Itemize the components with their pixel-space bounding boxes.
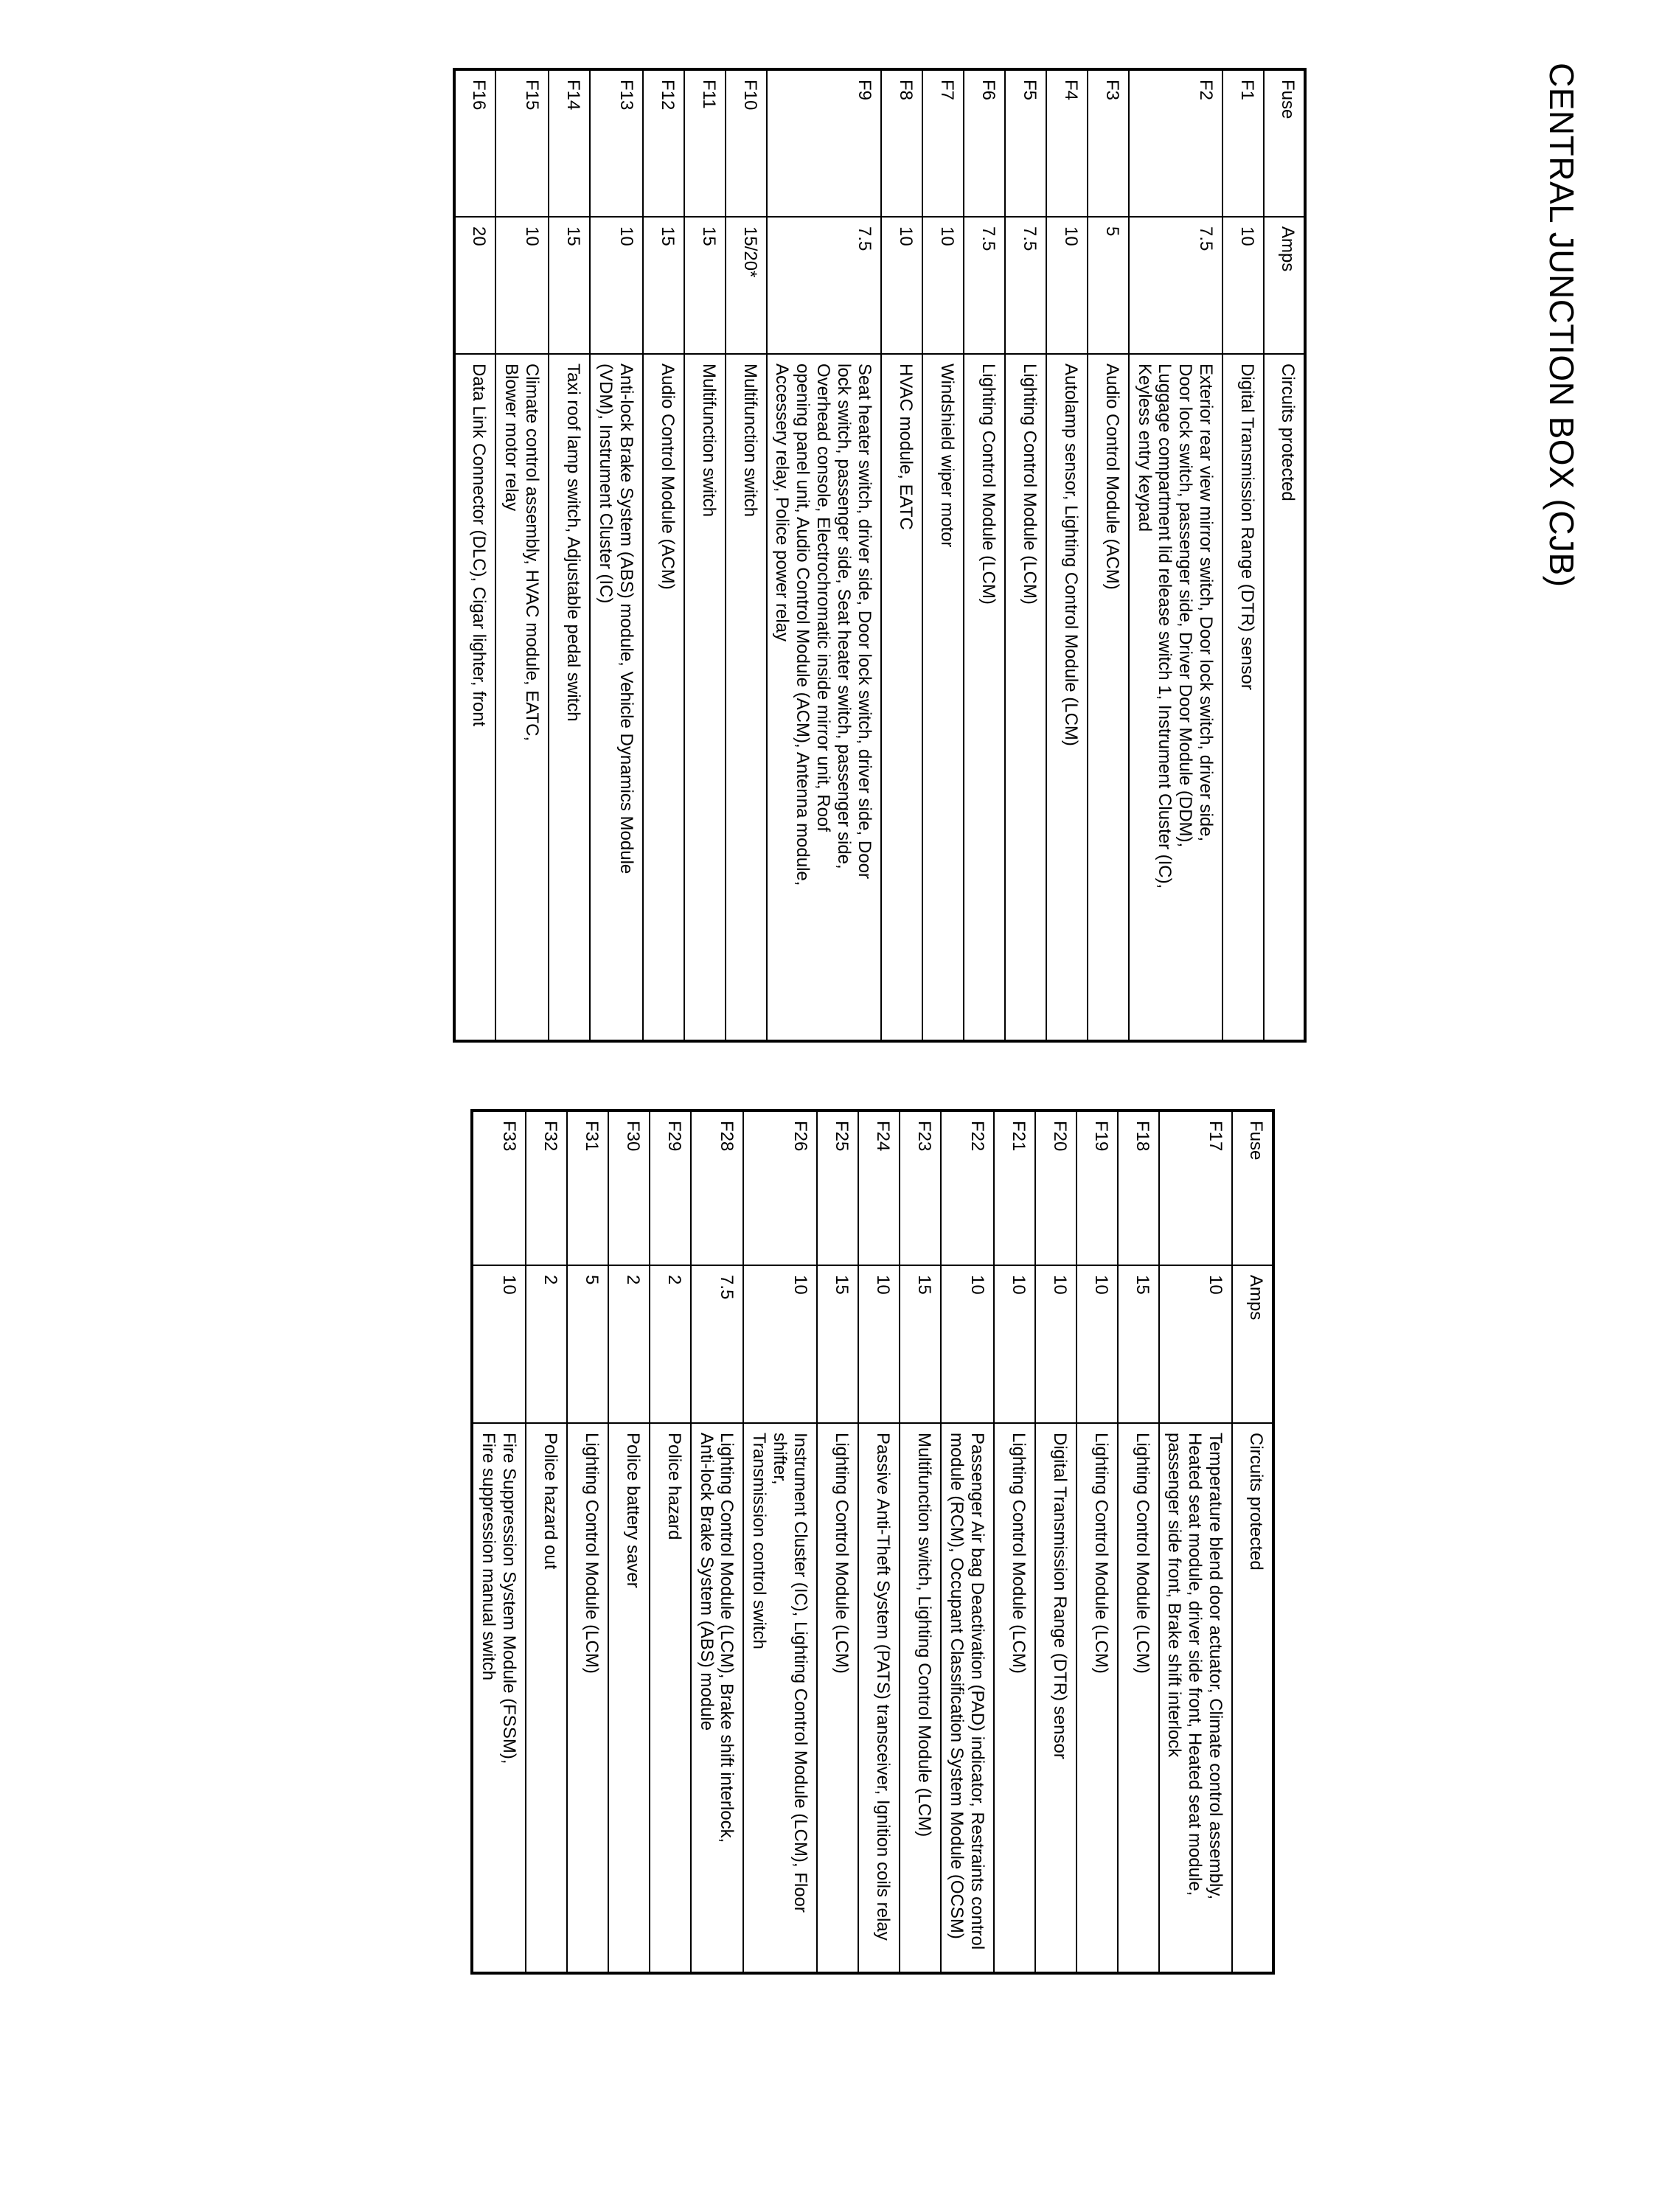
circuits-cell: Multifunction switch, Lighting Control Module (LCM)	[900, 1423, 941, 1973]
table-row	[691, 1110, 744, 1973]
amps-cell: 10	[881, 217, 922, 354]
amps-cell: 15	[1118, 1265, 1159, 1423]
table-row	[608, 1110, 650, 1973]
circuits-cell: Lighting Control Module (LCM)	[994, 1423, 1035, 1973]
circuits-cell: HVAC module, EATC	[881, 354, 922, 1041]
fuse-cell: F7	[922, 69, 964, 217]
amps-cell: 10	[1159, 1265, 1232, 1423]
circuits-cell: Fire Suppression System Module (FSSM), Fire suppression manual switch	[472, 1423, 526, 1973]
fuse-cell: F17	[1159, 1110, 1232, 1265]
fuse-cell: F28	[691, 1110, 744, 1265]
circuits-cell: Digital Transmission Range (DTR) sensor	[1222, 354, 1264, 1041]
table-row	[1005, 69, 1046, 1041]
circuits-cell: Lighting Control Module (LCM)	[1077, 1423, 1118, 1973]
circuits-cell: Lighting Control Module (LCM)	[1005, 354, 1046, 1041]
amps-cell: 7.5	[1005, 217, 1046, 354]
fuse-cell: F1	[1222, 69, 1264, 217]
amps-cell: 2	[526, 1265, 567, 1423]
amps-cell: 5	[1088, 217, 1129, 354]
fuse-cell: F15	[495, 69, 549, 217]
table-row	[472, 1110, 526, 1973]
header-circuits: Circuits protected	[1264, 354, 1305, 1041]
fuse-cell: F32	[526, 1110, 567, 1265]
amps-cell: 10	[472, 1265, 526, 1423]
amps-cell: 15	[900, 1265, 941, 1423]
table-row	[881, 69, 922, 1041]
circuits-cell: Instrument Cluster (IC), Lighting Control Module (LCM), Floor shifter, Transmission control switch	[743, 1423, 816, 1973]
fuse-cell: F13	[590, 69, 643, 217]
amps-cell: 2	[608, 1265, 650, 1423]
circuits-cell: Data Link Connector (DLC), Cigar lighter, front	[454, 354, 495, 1041]
table-row	[684, 69, 726, 1041]
table-row	[1159, 1110, 1232, 1973]
amps-cell: 15	[643, 217, 684, 354]
amps-cell: 5	[567, 1265, 608, 1423]
circuits-cell: Digital Transmission Range (DTR) sensor	[1035, 1423, 1077, 1973]
fuse-cell: F5	[1005, 69, 1046, 217]
circuits-cell: Anti-lock Brake System (ABS) module, Vehicle Dynamics Module (VDM), Instrument Cluster (IC)	[590, 354, 643, 1041]
amps-cell: 10	[1077, 1265, 1118, 1423]
amps-cell: 20	[454, 217, 495, 354]
fuse-cell: F33	[472, 1110, 526, 1265]
table-row	[858, 1110, 900, 1973]
amps-cell: 10	[1035, 1265, 1077, 1423]
circuits-cell: Temperature blend door actuator, Climate control assembly, Heated seat module, driver side front, Heated seat module, passenger side front, Brake shift interlock	[1159, 1423, 1232, 1973]
fuse-cell: F11	[684, 69, 726, 217]
fuse-cell: F23	[900, 1110, 941, 1265]
table-row	[590, 69, 643, 1041]
fuse-cell: F4	[1046, 69, 1088, 217]
table-row	[1077, 1110, 1118, 1973]
circuits-cell: Lighting Control Module (LCM)	[817, 1423, 858, 1973]
amps-cell: 10	[1046, 217, 1088, 354]
table-row	[900, 1110, 941, 1973]
fuse-cell: F14	[549, 69, 590, 217]
fuse-cell: F19	[1077, 1110, 1118, 1265]
circuits-cell: Police battery saver	[608, 1423, 650, 1973]
table-row	[922, 69, 964, 1041]
amps-cell: 7.5	[1129, 217, 1222, 354]
header-amps: Amps	[1264, 217, 1305, 354]
circuits-cell: Multifunction switch	[684, 354, 726, 1041]
fuse-cell: F30	[608, 1110, 650, 1265]
page-title: CENTRAL JUNCTION BOX (CJB)	[1543, 63, 1581, 588]
circuits-cell: Lighting Control Module (LCM)	[567, 1423, 608, 1973]
circuits-cell: Autolamp sensor, Lighting Control Module (LCM)	[1046, 354, 1088, 1041]
amps-cell: 10	[858, 1265, 900, 1423]
table-row	[495, 69, 549, 1041]
circuits-cell: Audio Control Module (ACM)	[643, 354, 684, 1041]
table-header-row	[1232, 1110, 1273, 1973]
table-row	[941, 1110, 994, 1973]
table-row	[454, 69, 495, 1041]
fuse-cell: F8	[881, 69, 922, 217]
header-fuse: Fuse	[1264, 69, 1305, 217]
header-amps: Amps	[1232, 1265, 1273, 1423]
amps-cell: 10	[743, 1265, 816, 1423]
fuse-cell: F31	[567, 1110, 608, 1265]
fuse-cell: F20	[1035, 1110, 1077, 1265]
amps-cell: 10	[590, 217, 643, 354]
circuits-cell: Taxi roof lamp switch, Adjustable pedal switch	[549, 354, 590, 1041]
table-row	[1222, 69, 1264, 1041]
fuse-cell: F9	[767, 69, 881, 217]
header-circuits: Circuits protected	[1232, 1423, 1273, 1973]
fuse-cell: F2	[1129, 69, 1222, 217]
circuits-cell: Lighting Control Module (LCM), Brake shift interlock, Anti-lock Brake System (ABS) module	[691, 1423, 744, 1973]
circuits-cell: Lighting Control Module (LCM)	[1118, 1423, 1159, 1973]
amps-cell: 2	[650, 1265, 691, 1423]
table-row	[643, 69, 684, 1041]
circuits-cell: Multifunction switch	[726, 354, 767, 1041]
circuits-cell: Police hazard out	[526, 1423, 567, 1973]
amps-cell: 15	[684, 217, 726, 354]
amps-cell: 10	[941, 1265, 994, 1423]
circuits-cell: Passenger Air bag Deactivation (PAD) indicator, Restraints control module (RCM), Occupant Classification System Module (OCSM)	[941, 1423, 994, 1973]
circuits-cell: Passive Anti-Theft System (PATS) transceiver, Ignition coils relay	[858, 1423, 900, 1973]
amps-cell: 15/20*	[726, 217, 767, 354]
fuse-table-left	[453, 68, 1307, 1043]
table-row	[726, 69, 767, 1041]
circuits-cell: Lighting Control Module (LCM)	[964, 354, 1005, 1041]
table-row	[1118, 1110, 1159, 1973]
table-row	[964, 69, 1005, 1041]
amps-cell: 15	[549, 217, 590, 354]
fuse-cell: F3	[1088, 69, 1129, 217]
amps-cell: 7.5	[691, 1265, 744, 1423]
table-row	[526, 1110, 567, 1973]
fuse-cell: F21	[994, 1110, 1035, 1265]
circuits-cell: Seat heater switch, driver side, Door lock switch, driver side, Door lock switch, passenger side, Seat heater switch, passenger side, Overhead console, Electrochromatic inside mirror unit, Roof opening panel unit, Audio Control Module (ACM), Antenna module, Accessery relay, Police power relay	[767, 354, 881, 1041]
table-row	[1088, 69, 1129, 1041]
fuse-cell: F26	[743, 1110, 816, 1265]
table-row	[1129, 69, 1222, 1041]
amps-cell: 10	[994, 1265, 1035, 1423]
amps-cell: 10	[495, 217, 549, 354]
circuits-cell: Police hazard	[650, 1423, 691, 1973]
table-row	[549, 69, 590, 1041]
amps-cell: 15	[817, 1265, 858, 1423]
table-row	[767, 69, 881, 1041]
table-row	[817, 1110, 858, 1973]
table-row	[1035, 1110, 1077, 1973]
circuits-cell: Audio Control Module (ACM)	[1088, 354, 1129, 1041]
header-fuse: Fuse	[1232, 1110, 1273, 1265]
fuse-cell: F29	[650, 1110, 691, 1265]
table-row	[1046, 69, 1088, 1041]
fuse-cell: F25	[817, 1110, 858, 1265]
table-row	[994, 1110, 1035, 1973]
fuse-cell: F6	[964, 69, 1005, 217]
circuits-cell: Climate control assembly, HVAC module, EATC, Blower motor relay	[495, 354, 549, 1041]
fuse-cell: F22	[941, 1110, 994, 1265]
fuse-cell: F12	[643, 69, 684, 217]
table-row	[743, 1110, 816, 1973]
table-row	[650, 1110, 691, 1973]
fuse-cell: F16	[454, 69, 495, 217]
fuse-cell: F10	[726, 69, 767, 217]
table-header-row	[1264, 69, 1305, 1041]
circuits-cell: Exterior rear view mirror switch, Door lock switch, driver side, Door lock switch, passenger side, Driver Door Module (DDM), Luggage compartment lid release switch 1, Instrument Cluster (IC), Keyless entry keypad	[1129, 354, 1222, 1041]
table-row	[567, 1110, 608, 1973]
fuse-cell: F18	[1118, 1110, 1159, 1265]
amps-cell: 10	[1222, 217, 1264, 354]
fuse-cell: F24	[858, 1110, 900, 1265]
fuse-table-right	[470, 1109, 1275, 1975]
circuits-cell: Windshield wiper motor	[922, 354, 964, 1041]
amps-cell: 7.5	[964, 217, 1005, 354]
amps-cell: 7.5	[767, 217, 881, 354]
amps-cell: 10	[922, 217, 964, 354]
